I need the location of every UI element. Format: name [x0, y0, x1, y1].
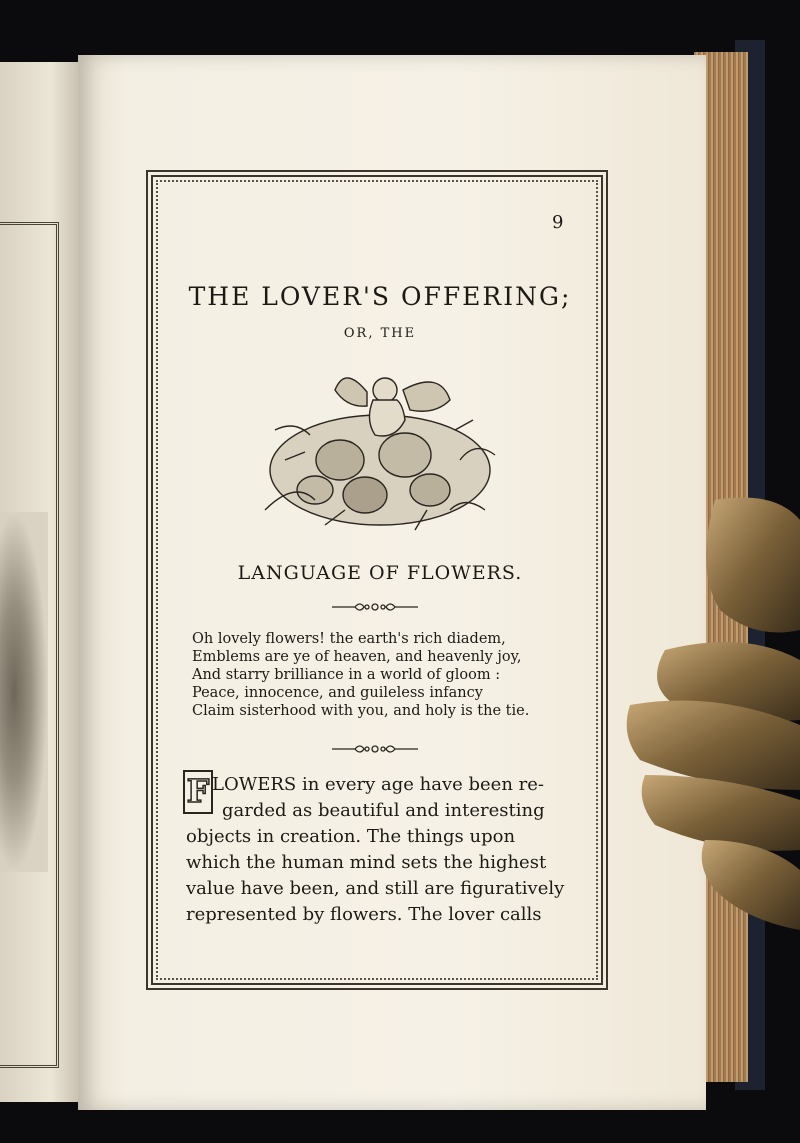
prose-line: LOWERS in every age have been re- [212, 774, 544, 795]
poem-line: Claim sisterhood with you, and holy is the tie. [192, 703, 530, 719]
section-heading: LANGUAGE OF FLOWERS. [237, 562, 523, 584]
cherub-flowers-engraving [255, 360, 505, 540]
prose-line: which the human mind sets the highest [186, 852, 547, 873]
poem-line: Emblems are ye of heaven, and heavenly joy, [192, 649, 522, 665]
page-title: THE LOVER'S OFFERING; [188, 282, 572, 311]
prose-line: garded as beautiful and interesting [222, 800, 545, 821]
poem-line: Peace, innocence, and guileless infancy [192, 685, 483, 701]
drop-cap: F [183, 770, 213, 814]
prose-line: represented by flowers. The lover calls [186, 904, 542, 925]
ornament-divider [330, 742, 420, 756]
poem-line: And starry brilliance in a world of gloom : [192, 667, 501, 683]
poem [192, 630, 592, 720]
prose-line: objects in creation. The things upon [186, 826, 516, 847]
left-page-illustration [0, 512, 48, 872]
brass-hand-bookend [625, 490, 800, 930]
page-number: 9 [552, 212, 564, 233]
prose-line: value have been, and still are figuratively [186, 878, 565, 899]
prose-paragraph [186, 772, 578, 928]
poem-line: Oh lovely flowers! the earth's rich diadem, [192, 631, 506, 647]
page-subtitle: OR, THE [343, 326, 417, 341]
ornament-divider [330, 600, 420, 614]
